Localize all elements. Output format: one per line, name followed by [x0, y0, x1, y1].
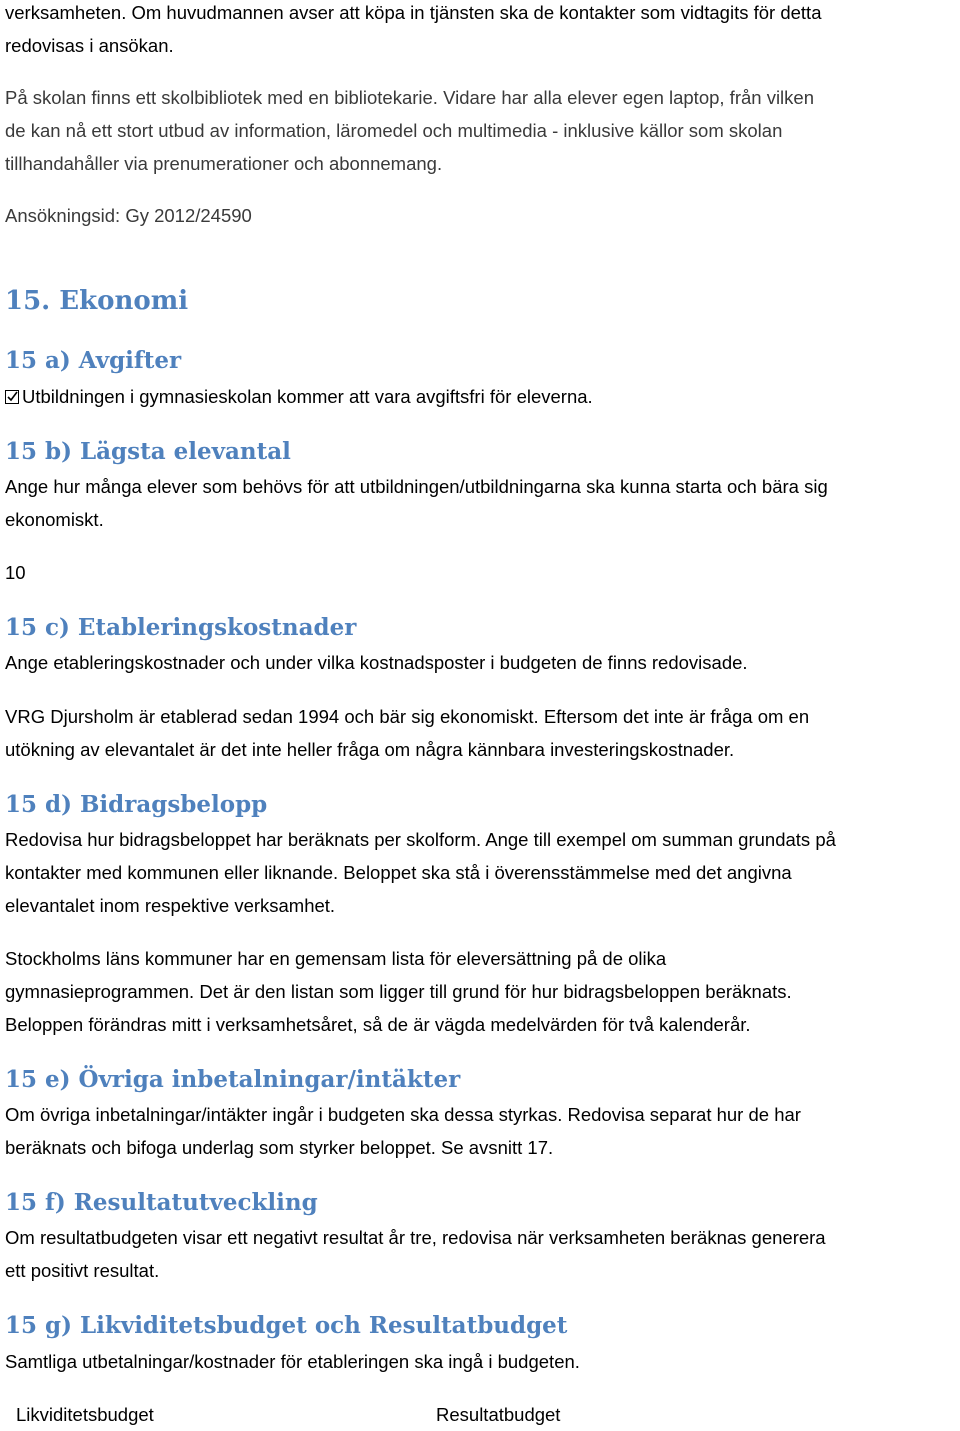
- grant-question-line-2: kontakter med kommunen eller liknande. Beloppet ska stå i överensstämmelse med det angivna: [5, 862, 792, 883]
- heading-15e: 15 e) Övriga inbetalningar/intäkter: [5, 1066, 461, 1093]
- grant-answer-line-2: gymnasieprogrammen. Det är den listan som ligger till grund för hur bidragsbeloppen beräknats.: [5, 981, 792, 1002]
- liquidity-budget-label: Likviditetsbudget: [16, 1404, 154, 1425]
- establishment-answer-line-1: VRG Djursholm är etablerad sedan 1994 och bär sig ekonomiskt. Eftersom det inte är fråga om en: [5, 706, 810, 727]
- result-development-line-1: Om resultatbudgeten visar ett negativt resultat år tre, redovisa när verksamheten beräknas generera: [5, 1227, 826, 1248]
- budget-question: Samtliga utbetalningar/kostnader för etableringen ska ingå i budgeten.: [5, 1351, 580, 1372]
- heading-15g: 15 g) Likviditetsbudget och Resultatbudget: [5, 1312, 568, 1339]
- fee-checkbox-text: Utbildningen i gymnasieskolan kommer att vara avgiftsfri för eleverna.: [22, 386, 593, 407]
- heading-15c: 15 c) Etableringskostnader: [5, 614, 357, 641]
- other-income-question-line-1: Om övriga inbetalningar/intäkter ingår i budgeten ska dessa styrkas. Redovisa separat hur de har: [5, 1104, 801, 1125]
- fee-checkbox-row: [5, 380, 960, 413]
- establishment-question: Ange etableringskostnader och under vilka kostnadsposter i budgeten de finns redovisade.: [5, 652, 748, 673]
- min-students-question-line-1: Ange hur många elever som behövs för att utbildningen/utbildningarna ska kunna starta och bära sig: [5, 476, 828, 497]
- grant-question-line-1: Redovisa hur bidragsbeloppet har beräknats per skolform. Ange till exempel om summan grundats på: [5, 829, 836, 850]
- min-students-answer: 10: [5, 562, 26, 583]
- heading-15f: 15 f) Resultatutveckling: [5, 1189, 318, 1216]
- grant-answer-line-1: Stockholms läns kommuner har en gemensam lista för eleversättning på de olika: [5, 948, 667, 969]
- intro-line-2: redovisas i ansökan.: [5, 35, 174, 56]
- heading-15d: 15 d) Bidragsbelopp: [5, 791, 268, 818]
- library-paragraph-line-1: På skolan finns ett skolbibliotek med en bibliotekarie. Vidare har alla elever egen laptop, från vilken: [5, 87, 814, 108]
- heading-15b: 15 b) Lägsta elevantal: [5, 438, 291, 465]
- min-students-question-line-2: ekonomiskt.: [5, 509, 104, 530]
- grant-answer-line-3: Beloppen förändras mitt i verksamhetsåret, så de är vägda medelvärden för två kalenderår.: [5, 1014, 751, 1035]
- library-paragraph-line-3: tillhandahåller via prenumerationer och abonnemang.: [5, 153, 443, 174]
- result-budget-label: Resultatbudget: [436, 1404, 561, 1425]
- other-income-question-line-2: beräknats och bifoga underlag som styrker beloppet. Se avsnitt 17.: [5, 1137, 554, 1158]
- heading-15a: 15 a) Avgifter: [5, 347, 182, 374]
- library-paragraph-line-2: de kan nå ett stort utbud av information, läromedel och multimedia - inklusive källor som skolan: [5, 120, 783, 141]
- checked-checkbox-icon: [5, 390, 19, 404]
- result-development-line-2: ett positivt resultat.: [5, 1260, 160, 1281]
- grant-question-line-3: elevantalet inom respektive verksamhet.: [5, 895, 336, 916]
- establishment-answer-line-2: utökning av elevantalet är det inte heller fråga om några kännbara investeringskostnader.: [5, 739, 735, 760]
- application-id: Ansökningsid: Gy 2012/24590: [5, 205, 252, 226]
- section-title: 15. Ekonomi: [5, 286, 189, 316]
- intro-line-1: verksamheten. Om huvudmannen avser att köpa in tjänsten ska de kontakter som vidtagits för detta: [5, 2, 822, 23]
